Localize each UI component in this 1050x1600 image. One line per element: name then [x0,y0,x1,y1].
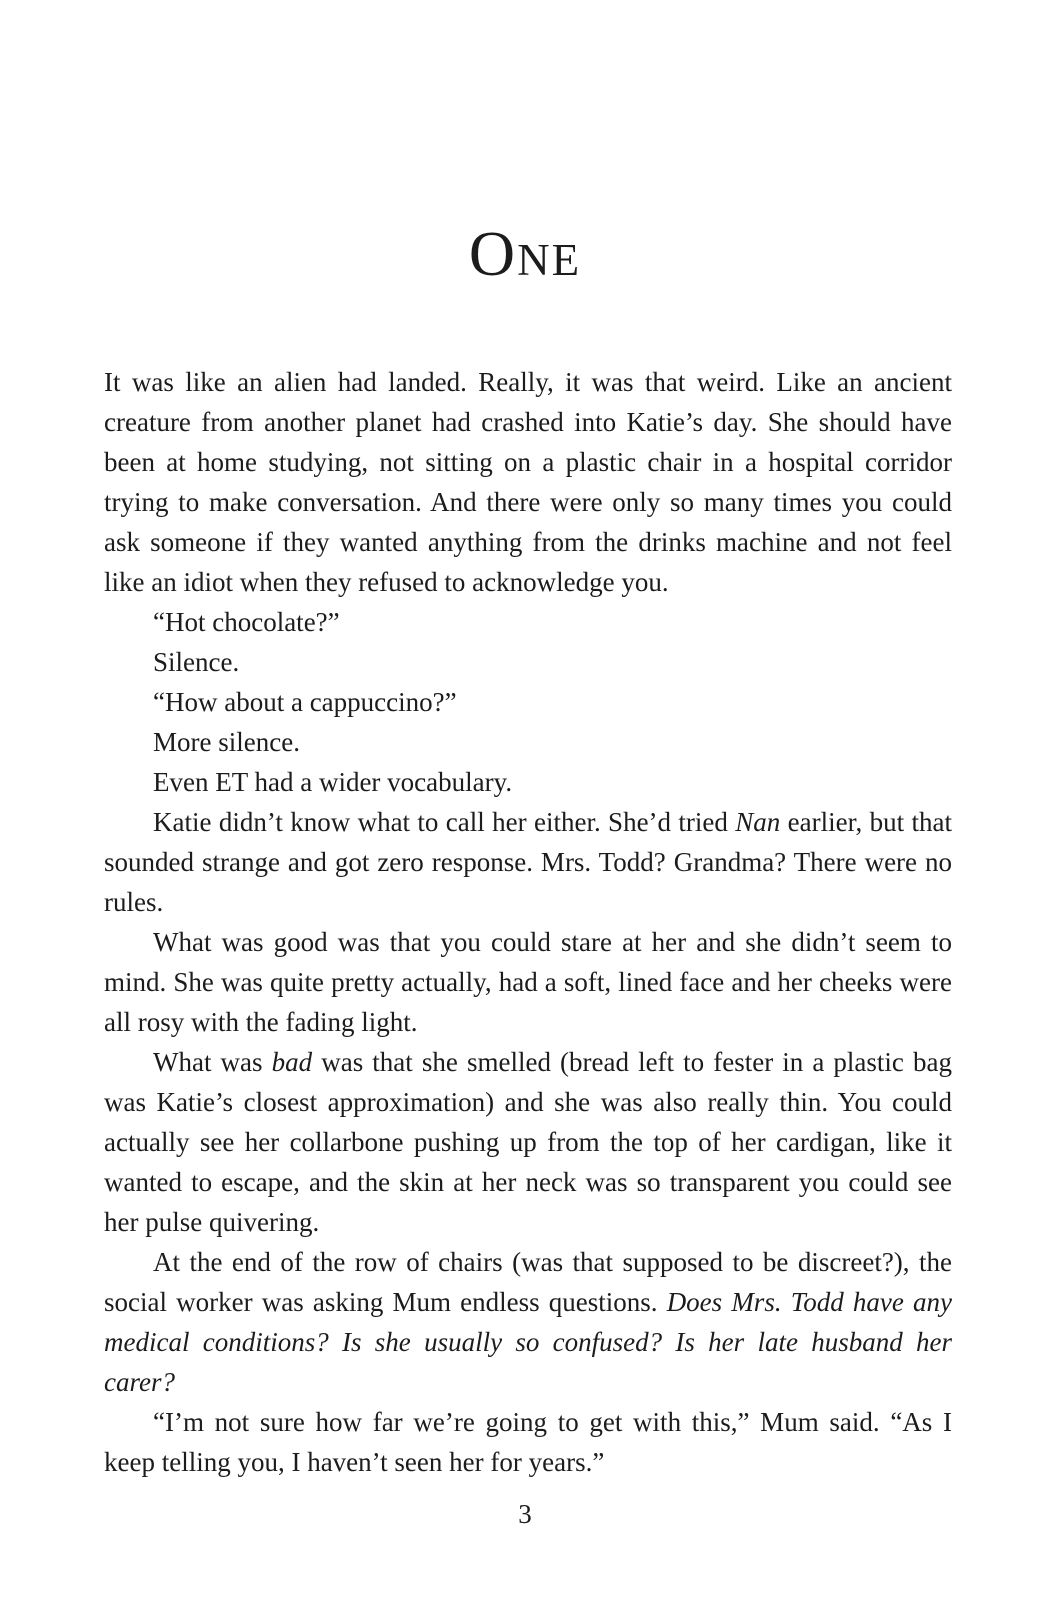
paragraph: Silence. [153,647,240,677]
body-text [104,362,952,1482]
paragraph [104,1042,952,1242]
paragraph: It was like an alien had landed. Really, it was that weird. Like an ancient creature from another planet had crashed into Katie’s day. She should have been at home studying, not sitting on a plastic chair in a hospital corridor trying to make conversation. And there were only so many times you could ask someone if they wanted anything from the drinks machine and not feel like an idiot when they refused to acknowledge you. [104,367,952,597]
paragraph [104,802,952,922]
chapter-title: One [468,218,582,289]
italic-text: bad [271,1047,313,1077]
paragraph: Even ET had a wider vocabulary. [153,767,513,797]
paragraph-text: What was [153,1047,272,1077]
paragraph: What was good was that you could stare at her and she didn’t seem to mind. She was quite pretty actually, had a soft, lined face and her cheeks were all rosy with the fading light. [104,927,952,1037]
paragraph-text: Katie didn’t know what to call her either. She’d tried [153,807,736,837]
paragraph-text: At the end of the row of chairs (was that supposed to be discreet?), the social worker was asking Mum endless questions. [104,1247,952,1317]
italic-text: Does Mrs. Todd have any medical conditions? Is she usually so confused? Is her late husband her carer? [104,1287,952,1397]
paragraph: “I’m not sure how far we’re going to get with this,” Mum said. “As I keep telling you, I haven’t seen her for years.” [104,1407,952,1477]
italic-text: Nan [735,807,781,837]
paragraph [104,1242,952,1402]
paragraph: More silence. [153,727,300,757]
paragraph-text: earlier, but that sounded strange and got zero response. Mrs. Todd? Grandma? There were no rules. [104,807,952,917]
page-number: 3 [518,1499,532,1529]
paragraph-text: was that she smelled (bread left to fester in a plastic bag was Katie’s closest approximation) and she was also really thin. You could actually see her collarbone pushing up from the top of her cardigan, like it wanted to escape, and the skin at her neck was so transparent you could see her pulse quivering. [104,1047,952,1237]
paragraph: “How about a cappuccino?” [153,687,457,717]
paragraph: “Hot chocolate?” [153,607,340,637]
